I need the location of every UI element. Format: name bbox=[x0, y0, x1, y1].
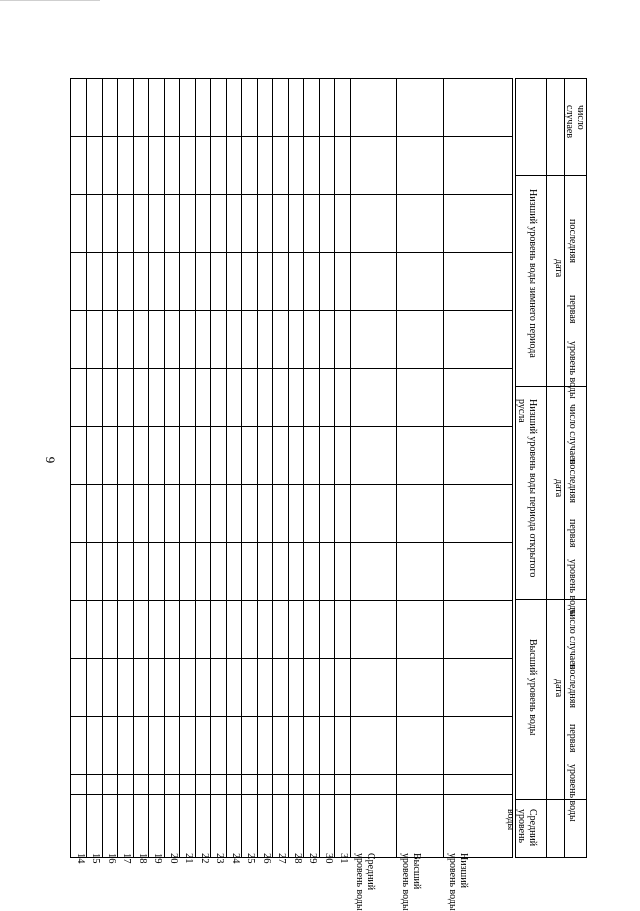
day-label: 15 bbox=[90, 853, 101, 864]
day-label: 29 bbox=[307, 853, 318, 864]
winter-first-header: первая bbox=[567, 295, 578, 324]
grid-line bbox=[210, 79, 211, 857]
summary-label: Высший уровень воды bbox=[400, 853, 422, 911]
highest-date-header: дата bbox=[553, 679, 564, 698]
grid-line bbox=[396, 79, 397, 857]
open-date-header: дата bbox=[553, 479, 564, 498]
grid-line bbox=[272, 79, 273, 857]
grid-line bbox=[71, 658, 512, 659]
day-label: 31 bbox=[338, 853, 349, 864]
grid-line bbox=[71, 310, 512, 311]
day-label: 21 bbox=[183, 853, 194, 864]
grid-line bbox=[133, 79, 134, 857]
open-level-header: уровень воды bbox=[567, 559, 578, 617]
grid-line bbox=[319, 79, 320, 857]
grid-line bbox=[288, 79, 289, 857]
winter-date-header: дата bbox=[553, 259, 564, 278]
grid-line bbox=[303, 79, 304, 857]
grid-line bbox=[71, 716, 512, 717]
page-number: 9 bbox=[43, 456, 58, 464]
day-label: 19 bbox=[152, 853, 163, 864]
grid-line bbox=[71, 252, 512, 253]
day-label: 30 bbox=[323, 853, 334, 864]
highest-last-header: последняя bbox=[567, 664, 578, 708]
grid-line bbox=[71, 368, 512, 369]
day-label: 16 bbox=[106, 853, 117, 864]
summary-label: Низший уровень воды bbox=[447, 853, 469, 911]
grid-line bbox=[71, 136, 512, 137]
grid-line bbox=[195, 79, 196, 857]
row-labels bbox=[71, 794, 512, 911]
day-label: 28 bbox=[292, 853, 303, 864]
summary-label: Средний уровень воды bbox=[354, 853, 376, 911]
winter-low-title: Низший уровень воды зимнего периода bbox=[527, 189, 538, 358]
day-label: 24 bbox=[230, 853, 241, 864]
grid-line bbox=[71, 194, 512, 195]
day-label: 22 bbox=[199, 853, 210, 864]
grid-line bbox=[86, 79, 87, 857]
grid-line bbox=[226, 79, 227, 857]
grid-line bbox=[350, 79, 351, 857]
day-label: 14 bbox=[75, 853, 86, 864]
grid-line bbox=[516, 175, 586, 176]
grid-line bbox=[71, 484, 512, 485]
grid-line bbox=[179, 79, 180, 857]
grid-line bbox=[102, 79, 103, 857]
top-rule bbox=[0, 0, 100, 1]
grid-line bbox=[148, 79, 149, 857]
mean-level-header: Средний уровень воды bbox=[505, 809, 538, 847]
highest-count-header: число случаев bbox=[567, 609, 578, 670]
day-label: 17 bbox=[121, 853, 132, 864]
grid-line bbox=[334, 79, 335, 857]
day-label: 20 bbox=[168, 853, 179, 864]
grid-line bbox=[117, 79, 118, 857]
day-label: 18 bbox=[137, 853, 148, 864]
open-first-header: первая bbox=[567, 519, 578, 548]
grid-line bbox=[71, 542, 512, 543]
winter-count-header: число случаев bbox=[564, 105, 586, 139]
highest-first-header: первая bbox=[567, 724, 578, 753]
grid-line bbox=[71, 774, 512, 775]
grid-line bbox=[546, 79, 547, 857]
grid-line bbox=[564, 79, 565, 857]
grid-line bbox=[164, 79, 165, 857]
grid-line bbox=[71, 600, 512, 601]
grid-line bbox=[443, 79, 444, 857]
day-label: 25 bbox=[245, 853, 256, 864]
highest-level-header: уровень воды bbox=[567, 764, 578, 822]
open-low-title: Низший уровень воды периода открытого русла bbox=[516, 399, 538, 578]
daily-levels-table bbox=[70, 78, 513, 911]
winter-level-header: уровень воды bbox=[567, 341, 578, 399]
day-label: 23 bbox=[214, 853, 225, 864]
grid-line bbox=[241, 79, 242, 857]
summary-header-table bbox=[505, 78, 587, 858]
winter-last-header: последняя bbox=[567, 219, 578, 263]
grid-line bbox=[71, 426, 512, 427]
highest-title: Высший уровень воды bbox=[527, 639, 538, 736]
open-count-header: число случаев bbox=[567, 404, 578, 465]
day-label: 27 bbox=[276, 853, 287, 864]
day-label: 26 bbox=[261, 853, 272, 864]
grid-line bbox=[257, 79, 258, 857]
open-last-header: последняя bbox=[567, 459, 578, 503]
